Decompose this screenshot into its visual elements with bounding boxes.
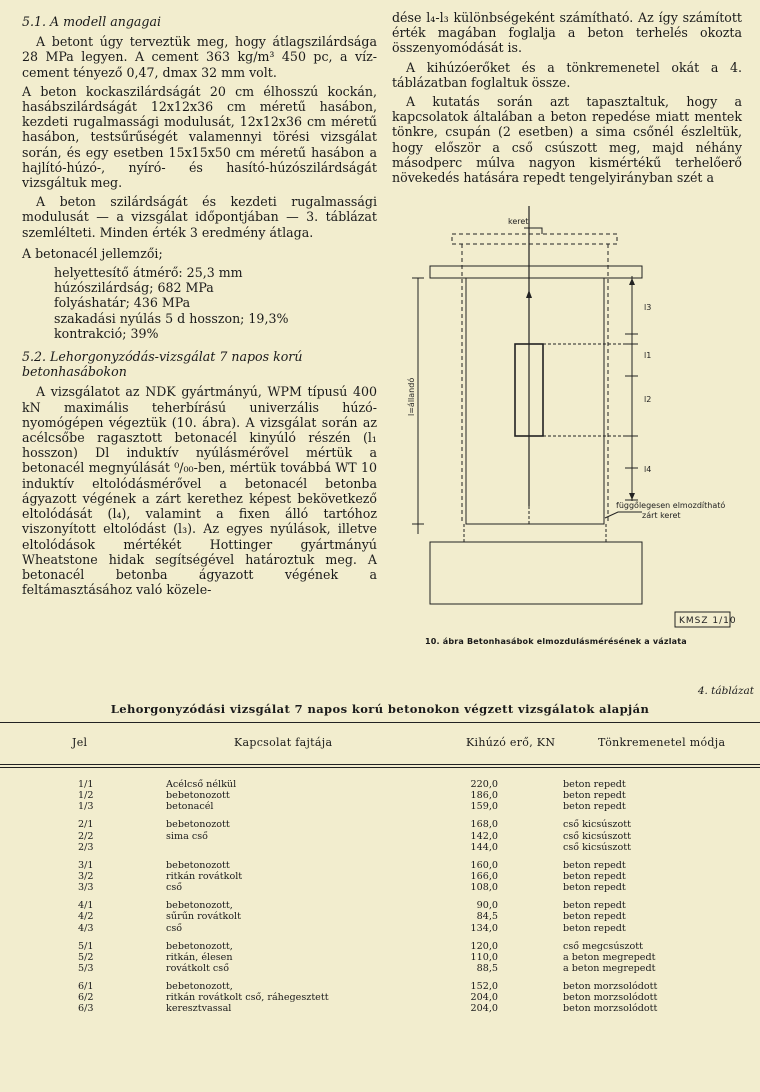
cell-kihuzo-ero: 144,0	[470, 841, 498, 853]
cell-kihuzo-ero: 204,0	[470, 992, 498, 1004]
table-row	[0, 882, 760, 893]
cell-kihuzo-ero: 152,0	[470, 981, 498, 992]
table-row	[0, 819, 760, 830]
table-row	[0, 871, 760, 882]
table-rule-top	[0, 722, 760, 723]
cell-jel: 6/2	[78, 992, 94, 1004]
left-column	[22, 12, 377, 601]
table-rule-mid2	[0, 767, 760, 768]
cell-jel: 2/2	[78, 830, 94, 842]
cell-kihuzo-ero: 110,0	[470, 951, 498, 963]
paragraph: A kihúzóerőket és a tönkremenetel okát a 4. táblázatban foglaltuk össze.	[392, 59, 742, 90]
table-row	[0, 1003, 760, 1014]
cell-tonkremenetel: cső megcsúszott	[563, 940, 643, 952]
header-kihuzo-ero: Kihúzó erő, KN	[466, 736, 556, 749]
paragraph: dése l₄-l₃ különbségeként számítható. Az így számított érték magában foglalja a beton terhelés okozta összenyomódását is.	[392, 10, 742, 56]
cell-jel: 5/2	[78, 951, 94, 963]
label-l4: l4	[644, 465, 652, 474]
header-kapcsolat: Kapcsolat fajtája	[234, 736, 333, 749]
cell-jel: 1/3	[78, 801, 94, 813]
table-row	[0, 779, 760, 790]
paragraph: A kutatás során azt tapasztaltuk, hogy a kapcsolatok általában a beton repedése miatt mentek tönkre, csupán (2 esetben) a sima csőnél észleltük, hogy először a cső csúszott meg, majd néhány másodperc múlva nagyon kismértékű terhelőerő növekedés hatására repedt tengelyirányban szét a	[392, 94, 742, 186]
cell-kihuzo-ero: 134,0	[470, 922, 498, 934]
table-row	[0, 992, 760, 1003]
cell-jel: 2/3	[78, 841, 94, 853]
cell-jel: 4/1	[78, 900, 94, 912]
cell-jel: 4/3	[78, 922, 94, 934]
cell-kapcsolat: ritkán rovátkolt cső, ráhegesztett	[166, 992, 329, 1004]
cell-tonkremenetel: a beton megrepedt	[563, 963, 656, 974]
table-row	[0, 842, 760, 853]
cell-tonkremenetel: beton repedt	[563, 911, 626, 923]
cell-kihuzo-ero: 88,5	[476, 963, 498, 974]
cell-kihuzo-ero: 142,0	[470, 830, 498, 842]
spec-item: kontrakció; 39%	[54, 325, 159, 341]
cell-tonkremenetel: beton repedt	[563, 801, 626, 813]
cell-jel: 6/1	[78, 981, 94, 992]
stamp-text: KMSZ 1/10	[679, 616, 737, 626]
label-zart-keret-2: zárt keret	[642, 511, 681, 520]
cell-kihuzo-ero: 186,0	[470, 790, 498, 802]
paragraph: A beton szilárdságát és kezdeti rugalmassági modulusát — a vizsgálat időpontjában — 3. táblázat szemlélteti. Minden érték 3 eredmény átlaga.	[22, 194, 377, 240]
cell-kapcsolat: sima cső	[166, 830, 208, 842]
cell-jel: 1/1	[78, 779, 94, 790]
table-row	[0, 941, 760, 952]
label-l2: l2	[644, 395, 652, 404]
cell-jel: 5/1	[78, 940, 94, 952]
cell-kapcsolat: rovátkolt cső	[166, 963, 229, 974]
spec-item: helyettesítő átmérő: 25,3 mm	[54, 265, 243, 281]
label-l1: l1	[644, 351, 652, 360]
table-row	[0, 900, 760, 911]
table-rule-mid	[0, 764, 760, 765]
table-row	[0, 831, 760, 842]
crosshead-dashed	[452, 234, 617, 244]
right-column	[392, 10, 742, 189]
paragraph: A beton kockaszilárdságát 20 cm élhosszú kockán, hasábszilárdságát 12x12x36 cm méretű hasábon, kezdeti rugalmassági modulusát, 12x12x36 cm méretű hasábon, testsűrűségét valamennyi törési vizsgálat során, és egy esetben 15x15x50 cm méretű hasábon a hajlító-húzó-, nyíró- és hasító-húzószilárdságát vizsgáltuk meg.	[22, 83, 377, 191]
cell-kapcsolat: bebetonozott	[166, 790, 230, 802]
cell-kapcsolat: sűrűn rovátkolt	[166, 911, 241, 923]
section-title-5-1: 5.1. A modell angagai	[22, 14, 162, 29]
table-number: 4. táblázat	[697, 685, 754, 697]
cell-kapcsolat: ritkán, élesen	[166, 951, 233, 963]
table-row	[0, 790, 760, 801]
cell-tonkremenetel: beton morzsolódott	[563, 1003, 658, 1015]
label-allando: l=állandó	[407, 377, 416, 416]
cell-kihuzo-ero: 220,0	[470, 779, 498, 790]
cell-kihuzo-ero: 166,0	[470, 871, 498, 882]
paragraph: A vizsgálatot az NDK gyártmányú, WPM típusú 400 kN maximális teherbírású univerzális húzó-nyomógépen végeztük (10. ábra). A vizsgálat során az acélcsőbe ragasztott betonacél kinyúló részén (l₁ hosszon) Dl induktív nyúlásmérővel mértük a betonacél megnyúlását ⁰/₀₀-ben, mértük továbbá WT 10 induktív eltolódásmérővel a betonacél betonba ágyazott végének a zárt kerethez képest bekövetkező eltolódását (l₄), valamint a fixen álló tartóhoz viszonyított eltolódást (l₃). Az egyes nyúlások, illetve eltolódások mértékét Hottinger gyártmányú Wheatstone hidak segítségével határoztuk meg. A betonacél betonba ágyazott végének a feltámasztásához való közele-	[22, 384, 377, 598]
cell-tonkremenetel: beton repedt	[563, 922, 626, 934]
cell-tonkremenetel: beton repedt	[563, 900, 626, 912]
paragraph: A betonacél jellemzői;	[22, 245, 163, 261]
table-row	[0, 963, 760, 974]
cell-kihuzo-ero: 84,5	[476, 911, 498, 923]
cell-kapcsolat: cső	[166, 922, 183, 934]
cell-kihuzo-ero: 204,0	[470, 1003, 498, 1015]
cell-jel: 3/1	[78, 859, 94, 871]
header-tonkremenetel: Tönkremenetel módja	[598, 736, 726, 749]
figure-caption: 10. ábra Betonhasábok elmozdulásmérésének a vázlata	[425, 637, 687, 646]
cell-kapcsolat: ritkán rovátkolt	[166, 871, 243, 882]
cell-jel: 2/1	[78, 819, 94, 831]
base-support	[430, 542, 642, 604]
cell-kihuzo-ero: 108,0	[470, 882, 498, 894]
table-row	[0, 923, 760, 934]
cell-tonkremenetel: cső kicsúszott	[563, 841, 631, 853]
cell-kihuzo-ero: 168,0	[470, 819, 498, 831]
spec-item: folyáshatár; 436 MPa	[54, 295, 191, 311]
cell-kapcsolat: keresztvassal	[166, 1003, 232, 1015]
figure-10-diagram	[392, 206, 742, 636]
cell-kapcsolat: bebetonozott,	[166, 900, 233, 912]
cell-jel: 3/3	[78, 882, 94, 894]
spec-item: húzószilárdság; 682 MPa	[54, 280, 214, 296]
label-keret: keret	[508, 217, 529, 226]
cell-kihuzo-ero: 160,0	[470, 859, 498, 871]
cell-tonkremenetel: beton morzsolódott	[563, 981, 658, 992]
cell-tonkremenetel: beton morzsolódott	[563, 992, 658, 1004]
steel-specs-list	[54, 265, 377, 341]
cell-tonkremenetel: beton repedt	[563, 859, 626, 871]
paragraph: A betont úgy terveztük meg, hogy átlagszilárdsága 28 MPa legyen. A cement 363 kg/m³ 450 pc, a víz-cement tényező 0,47, dmax 32 mm volt.	[22, 34, 377, 80]
cell-jel: 3/2	[78, 871, 94, 882]
cell-tonkremenetel: a beton megrepedt	[563, 951, 656, 963]
cell-tonkremenetel: beton repedt	[563, 779, 626, 790]
spec-item: szakadási nyúlás 5 d hosszon; 19,3%	[54, 310, 289, 326]
cell-kapcsolat: bebetonozott,	[166, 981, 233, 992]
cell-tonkremenetel: beton repedt	[563, 882, 626, 894]
label-zart-keret-1: függőlegesen elmozdítható	[616, 501, 726, 510]
cell-kapcsolat: Acélcső nélkül	[166, 779, 237, 790]
table-row	[0, 911, 760, 922]
table-title: Lehorgonyzódási vizsgálat 7 napos korú betonokon végzett vizsgálatok alapján	[110, 702, 650, 716]
cell-kapcsolat: betonacél	[166, 801, 214, 813]
concrete-block	[466, 278, 604, 524]
table-row	[0, 952, 760, 963]
cell-kapcsolat: cső	[166, 882, 183, 894]
table-row	[0, 860, 760, 871]
cell-jel: 6/3	[78, 1003, 94, 1015]
cell-jel: 5/3	[78, 963, 94, 974]
table-row	[0, 981, 760, 992]
cell-kihuzo-ero: 90,0	[476, 900, 498, 912]
cell-tonkremenetel: beton repedt	[563, 871, 626, 882]
cell-kapcsolat: bebetonozott	[166, 819, 230, 831]
cell-tonkremenetel: cső kicsúszott	[563, 830, 631, 842]
section-title-5-2: 5.2. Lehorgonyzódás-vizsgálat 7 napos korú betonhasábokon	[22, 349, 303, 380]
label-l3: l3	[644, 303, 652, 312]
cell-kapcsolat: bebetonozott,	[166, 940, 233, 952]
cell-tonkremenetel: cső kicsúszott	[563, 819, 631, 831]
cell-jel: 4/2	[78, 911, 94, 923]
cell-tonkremenetel: beton repedt	[563, 790, 626, 802]
cell-kihuzo-ero: 120,0	[470, 940, 498, 952]
cell-jel: 1/2	[78, 790, 94, 802]
cell-kihuzo-ero: 159,0	[470, 801, 498, 813]
cell-kapcsolat: bebetonozott	[166, 859, 230, 871]
header-jel: Jel	[72, 736, 88, 749]
table-row	[0, 801, 760, 812]
